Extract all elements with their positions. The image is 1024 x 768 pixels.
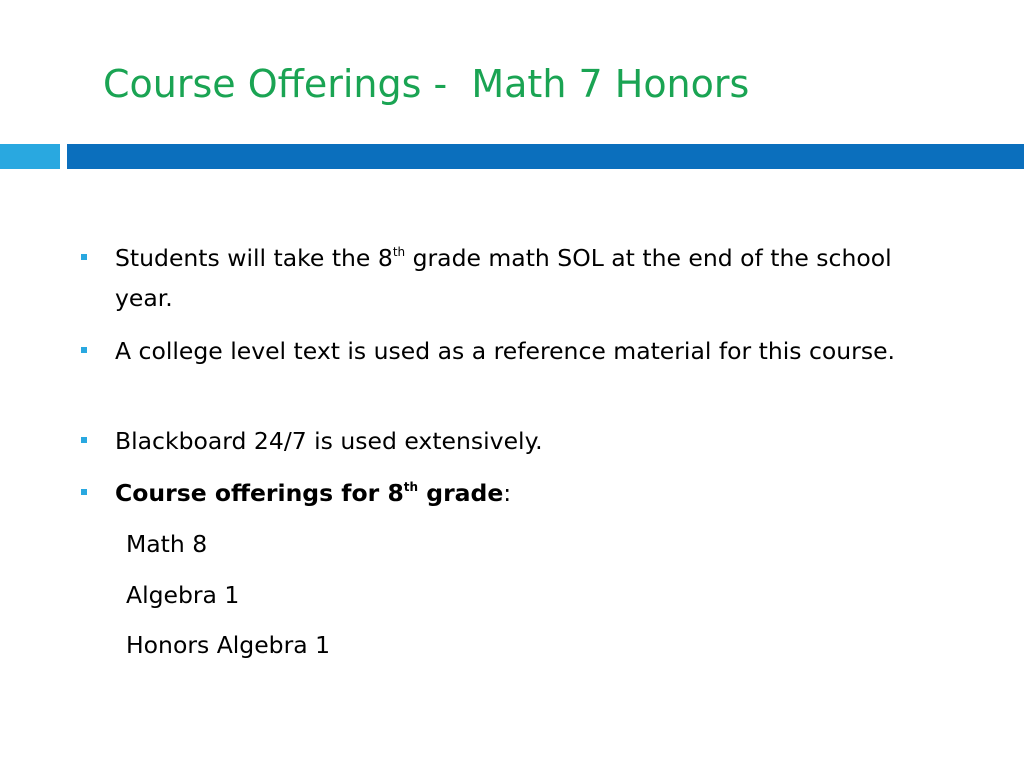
square-bullet-icon bbox=[81, 254, 87, 260]
bullet-text: Blackboard 24/7 is used extensively. bbox=[115, 427, 543, 455]
course-list-item: Algebra 1 bbox=[126, 581, 240, 609]
square-bullet-icon bbox=[81, 437, 87, 443]
bullet-text: A college level text is used as a reference material for this course. bbox=[115, 337, 896, 365]
course-list-item: Honors Algebra 1 bbox=[126, 631, 331, 659]
ordinal-suffix: th bbox=[403, 480, 419, 494]
slide-title: Course Offerings - Math 7 Honors bbox=[103, 62, 750, 106]
bullet-item-blackboard bbox=[75, 421, 955, 461]
square-bullet-icon bbox=[81, 489, 87, 495]
bullet-item-course-offerings bbox=[75, 473, 955, 513]
bullet-text: Course offerings for 8th grade: bbox=[115, 479, 512, 507]
bullet-item-college-text bbox=[75, 331, 955, 371]
bullet-text: Students will take the 8th grade math SOL at the end of the school year. bbox=[115, 244, 892, 312]
ordinal-suffix: th bbox=[392, 245, 406, 259]
bullet-item-sol bbox=[75, 238, 955, 318]
course-list-item: Math 8 bbox=[126, 530, 208, 558]
square-bullet-icon bbox=[81, 347, 87, 353]
